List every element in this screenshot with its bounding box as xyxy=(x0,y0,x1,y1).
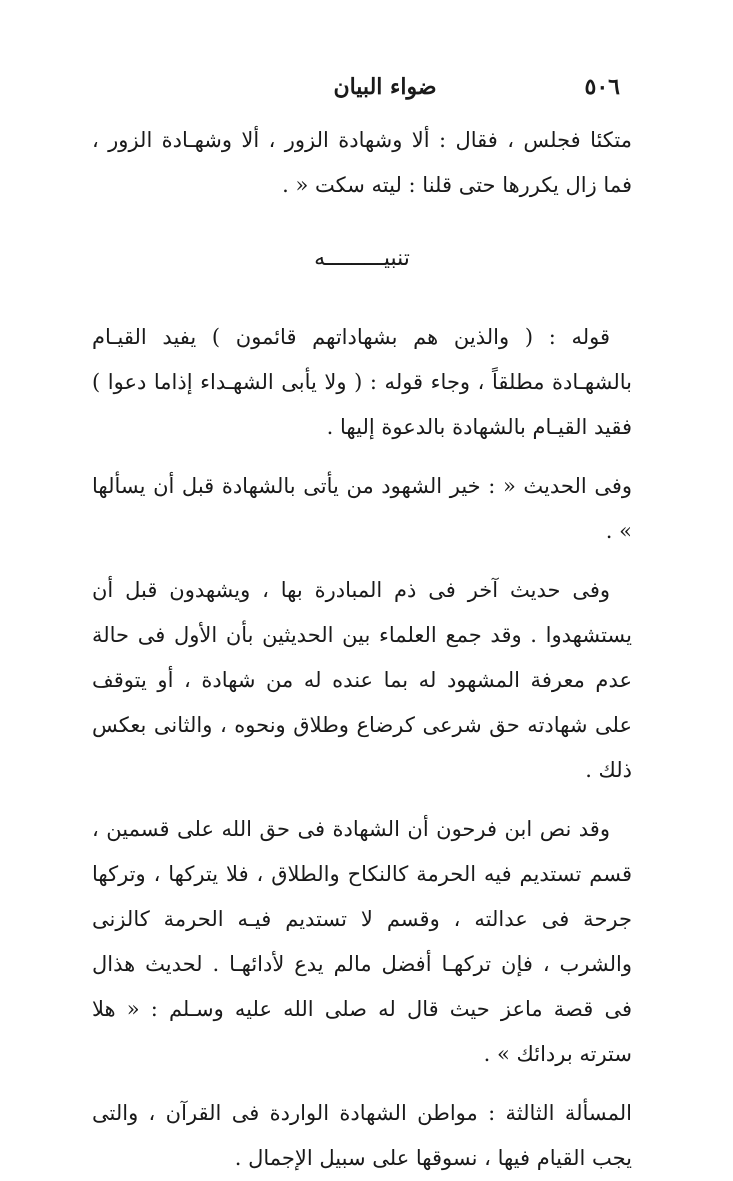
paragraph-verse-comparison: قوله : ( والذين هم بشهاداتهم قائمون ) يفيد القيـام بالشهـادة مطلقاً ، وجاء قوله : ( ولا يأبى الشهـداء إذاما دعوا ) فقيد القيـام بالشهادة بالدعوة إليها . xyxy=(92,325,632,439)
paragraph-ibn-farhun: وقد نص ابن فرحون أن الشهادة فى حق الله على قسمين ، قسم تستديم فيه الحرمة كالنكاح والطلاق ، فلا يتركها ، وتركها جرحة فى عدالته ، وقسم لا تستديم فيـه الحرمة كالزنى والشرب ، فإن تركهـا أفضل مالم يدع لأدائهـا . لحديث هذال فى قصة ماعز حيث قال له صلى الله عليه وسـلم : « هلا سترته بردائك » . xyxy=(92,817,632,1066)
page-number: ٥٠٦ xyxy=(584,74,620,100)
page-body xyxy=(92,118,632,1181)
running-title: ضواء البيان xyxy=(333,74,437,100)
page-header xyxy=(150,68,620,108)
paragraph-third-issue: المسألة الثالثة : مواطن الشهادة الواردة فى القرآن ، والتى يجب القيام فيها ، نسوقها على سبيل الإجمال . xyxy=(92,1101,632,1170)
paragraph-reconciling-hadiths: وفى حديث آخر فى ذم المبادرة بها ، ويشهدون قبل أن يستشهدوا . وقد جمع العلماء بين الحديثين بأن الأول فى حالة عدم معرفة المشهود له بما عنده له من شهادة ، أو يتوقف على شهادته حق شرعى كرضاع وطلاق ونحوه ، والثانى بعكس ذلك . xyxy=(92,578,632,782)
paragraph-continuation: متكئا فجلس ، فقال : ألا وشهادة الزور ، ألا وشهـادة الزور ، فما زال يكررها حتى قلنا : ليته سكت « . xyxy=(92,128,632,197)
notice-heading: تنبيـــــــــه xyxy=(314,246,410,271)
paragraph-hadith-best-witnesses: وفى الحديث « : خير الشهود من يأتى بالشهادة قبل أن يسألها » . xyxy=(92,474,632,543)
